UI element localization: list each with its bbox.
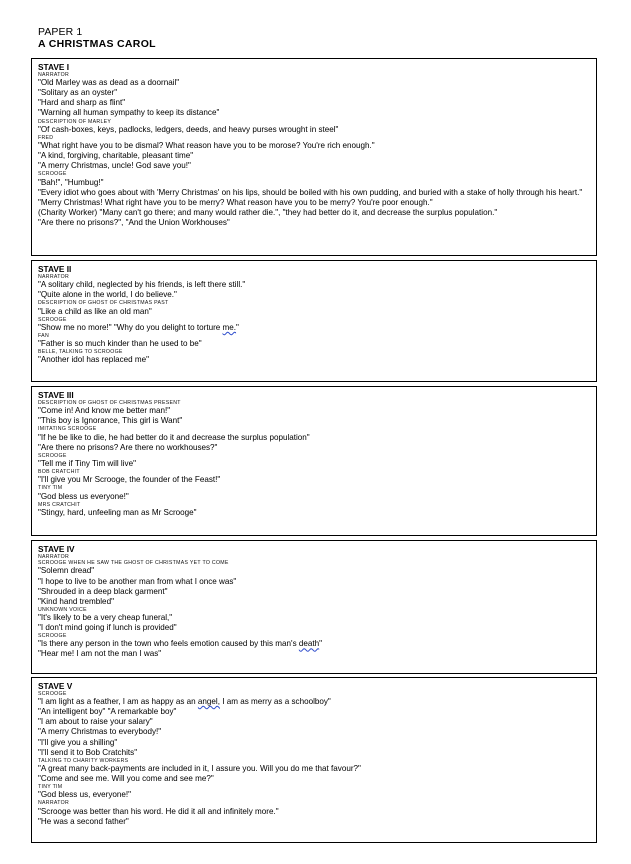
quote-line: "Warning all human sympathy to keep its distance" bbox=[38, 108, 220, 118]
quote-line: "God bless us everyone!" bbox=[38, 491, 129, 501]
quote-line: "A solitary child, neglected by his friends, is left there still." bbox=[38, 280, 246, 290]
quote-line: "Like a child as like an old man" bbox=[38, 306, 152, 316]
quote-line: "What right have you to be dismal? What reason have you to be morose? You're rich enough." bbox=[38, 141, 375, 151]
speaker-label: BELLE, TALKING TO SCROOGE bbox=[38, 349, 123, 356]
speaker-label: TINY TIM bbox=[38, 485, 63, 492]
speaker-label: SCROOGE bbox=[38, 452, 67, 459]
speaker-label: TINY TIM bbox=[38, 784, 63, 791]
paper-number: PAPER 1 bbox=[38, 26, 83, 38]
quote-line: "It's likely to be a very cheap funeral," bbox=[38, 612, 173, 622]
speaker-label: FAN bbox=[38, 332, 49, 339]
stave-title: STAVE I bbox=[38, 62, 70, 72]
quote-line: "Show me no more!" "Why do you delight to torture me." bbox=[38, 322, 239, 332]
quote-line: "Every idiot who goes about with 'Merry Christmas' on his lips, should be boiled with his own pudding, and buried with a stake of holly through his heart." bbox=[38, 187, 583, 197]
quote-line: "I am about to raise your salary" bbox=[38, 717, 153, 727]
speaker-label: DESCRIPTION OF MARLEY bbox=[38, 118, 112, 125]
stave-box-5 bbox=[31, 677, 597, 843]
quote-line: "Old Marley was as dead as a doornail" bbox=[38, 78, 180, 88]
speaker-label: NARRATOR bbox=[38, 274, 70, 280]
stave-box-4 bbox=[31, 540, 597, 674]
speaker-label: NARRATOR bbox=[38, 800, 70, 807]
quote-line: "This boy is Ignorance, This girl is Want" bbox=[38, 416, 183, 426]
quote-line: (Charity Worker) "Many can't go there; and many would rather die.", "they had better do it, and decrease the surplus population." bbox=[38, 207, 498, 217]
quote-line: "Come and see me. Will you come and see me?" bbox=[38, 774, 214, 784]
speaker-label: DESCRIPTION OF GHOST OF CHRISTMAS PAST bbox=[38, 300, 169, 307]
speaker-label: SCROOGE bbox=[38, 316, 67, 323]
quote-line: "I'll give you Mr Scrooge, the founder of the Feast!" bbox=[38, 475, 221, 485]
quote-line: "Scrooge was better than his word. He did it all and infinitely more." bbox=[38, 806, 279, 816]
quote-line: "A merry Christmas to everybody!" bbox=[38, 727, 162, 737]
quote-line: "Hard and sharp as flint" bbox=[38, 98, 126, 108]
stave-box-3 bbox=[31, 386, 597, 536]
speaker-label: DESCRIPTION OF GHOST OF CHRISTMAS PRESENT bbox=[38, 400, 181, 406]
speaker-label: SCROOGE bbox=[38, 691, 67, 697]
document-title: A CHRISTMAS CAROL bbox=[38, 38, 156, 50]
speaker-label: SCROOGE bbox=[38, 633, 67, 640]
quote-line: "Are there no prisons? Are there no workhouses?" bbox=[38, 442, 218, 452]
quote-line: "Come in! And know me better man!" bbox=[38, 406, 171, 416]
quote-line: "Solemn dread" bbox=[38, 566, 95, 576]
speaker-label: MRS CRATCHIT bbox=[38, 501, 81, 508]
stave-title: STAVE V bbox=[38, 681, 73, 691]
stave-title: STAVE II bbox=[38, 264, 72, 274]
quote-line: "A kind, forgiving, charitable, pleasant time" bbox=[38, 151, 194, 161]
quote-line: "I am light as a feather, I am as happy as an angel, I am as merry as a schoolboy" bbox=[38, 697, 331, 707]
speaker-label: UNKNOWN VOICE bbox=[38, 606, 87, 613]
quote-line: "Hear me! I am not the man I was" bbox=[38, 649, 162, 659]
speaker-label: BOB CRATCHIT bbox=[38, 469, 80, 476]
speaker-label: IMITATING SCROOGE bbox=[38, 426, 97, 433]
speaker-label: SCROOGE bbox=[38, 171, 67, 178]
quote-line: "Stingy, hard, unfeeling man as Mr Scrooge" bbox=[38, 507, 197, 517]
quote-line: "Shrouded in a deep black garment" bbox=[38, 586, 168, 596]
quote-line: "Father is so much kinder than he used to be" bbox=[38, 339, 202, 349]
quote-line: "Another idol has replaced me" bbox=[38, 355, 150, 365]
quote-line: "An intelligent boy" "A remarkable boy" bbox=[38, 707, 177, 717]
quote-line: "Are there no prisons?", "And the Union Workhouses" bbox=[38, 217, 230, 227]
quote-line: "Kind hand trembled" bbox=[38, 596, 114, 606]
quote-line: "Quite alone in the world, I do believe." bbox=[38, 290, 177, 300]
speaker-label: NARRATOR bbox=[38, 554, 70, 560]
quote-line: "He was a second father" bbox=[38, 816, 129, 826]
stave-title: STAVE III bbox=[38, 390, 74, 400]
stave-title: STAVE IV bbox=[38, 544, 75, 554]
quote-line: "I'll give you a shilling" bbox=[38, 737, 118, 747]
quote-line: "If he be like to die, he had better do it and decrease the surplus population" bbox=[38, 432, 310, 442]
speaker-label: FRED bbox=[38, 134, 54, 141]
quote-line: "I'll send it to Bob Cratchits" bbox=[38, 747, 138, 757]
quote-line: "Solitary as an oyster" bbox=[38, 88, 118, 98]
speaker-label: TALKING TO CHARITY WORKERS bbox=[38, 757, 129, 764]
quote-line: "I hope to live to be another man from what I once was" bbox=[38, 576, 237, 586]
quote-line: "A merry Christmas, uncle! God save you!" bbox=[38, 161, 191, 171]
quote-line: "God bless us, everyone!" bbox=[38, 790, 132, 800]
quote-line: "Of cash-boxes, keys, padlocks, ledgers, deeds, and heavy purses wrought in steel" bbox=[38, 124, 339, 134]
quote-line: "Tell me if Tiny Tim will live" bbox=[38, 458, 136, 468]
quote-line: "Merry Christmas! What right have you to be merry? What reason have you to be merry? You're poor enough." bbox=[38, 197, 433, 207]
quote-line: "Bah!", "Humbug!" bbox=[38, 177, 104, 187]
speaker-label: SCROOGE WHEN HE SAW THE GHOST OF CHRISTMAS YET TO COME bbox=[38, 560, 229, 567]
stave-box-2 bbox=[31, 260, 597, 382]
stave-box-1 bbox=[31, 58, 597, 256]
speaker-label: NARRATOR bbox=[38, 72, 70, 78]
quote-line: "Is there any person in the town who feels emotion caused by this man's death" bbox=[38, 639, 323, 649]
quote-line: "A great many back-payments are included in it, I assure you. Will you do me that favour?" bbox=[38, 763, 361, 773]
quote-line: "I don't mind going if lunch is provided" bbox=[38, 623, 177, 633]
